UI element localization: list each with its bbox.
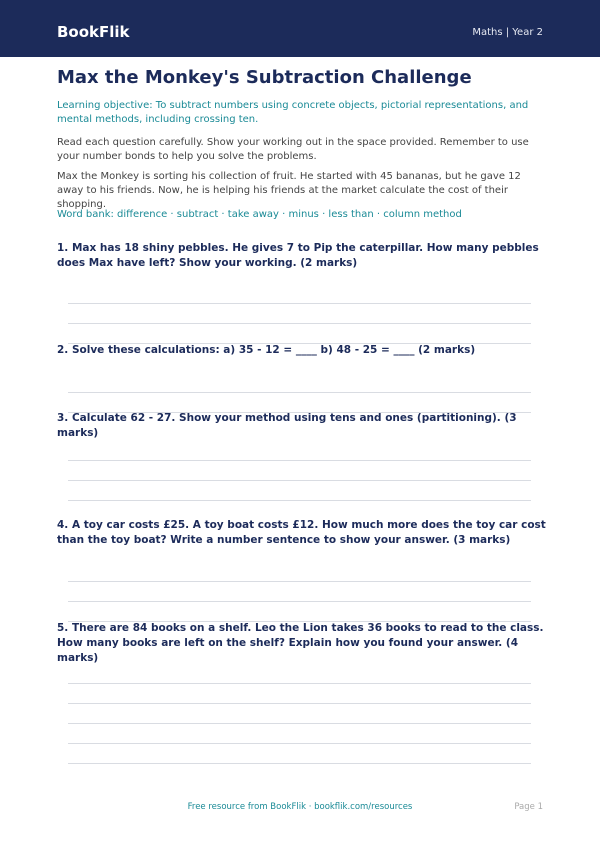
intro-text: Max the Monkey is sorting his collection of fruit. He started with 45 bananas, but he gave 12 away to his friends. Now, he is helping his friends at the market calculate the cost of their shopping.	[57, 171, 521, 210]
answer-line[interactable]	[68, 581, 531, 582]
word-bank: Word bank: difference · subtract · take away · minus · less than · column method	[57, 209, 462, 220]
question-2: 2. Solve these calculations: a) 35 - 12 = ____ b) 48 - 25 = ____ (2 marks)	[57, 344, 476, 356]
page-header	[0, 0, 600, 57]
page-number: Page 1	[514, 802, 543, 812]
answer-line[interactable]	[68, 303, 531, 304]
learning-objective: Learning objective: To subtract numbers using concrete objects, pictorial representations, and mental methods, including crossing ten.	[57, 100, 529, 125]
footer-credit[interactable]: Free resource from BookFlik · bookflik.com/resources	[187, 802, 413, 812]
answer-line[interactable]	[68, 480, 531, 481]
answer-line[interactable]	[68, 763, 531, 764]
subject-year-label: Maths | Year 2	[472, 27, 543, 38]
answer-line[interactable]	[68, 460, 531, 461]
answer-line[interactable]	[68, 683, 531, 684]
answer-line[interactable]	[68, 500, 531, 501]
answer-line[interactable]	[68, 392, 531, 393]
answer-line[interactable]	[68, 703, 531, 704]
answer-line[interactable]	[68, 601, 531, 602]
question-5: 5. There are 84 books on a shelf. Leo the Lion takes 36 books to read to the class. How many books are left on the shelf? Explain how you found your answer. (4 marks)	[57, 622, 544, 664]
answer-line[interactable]	[68, 723, 531, 724]
question-4: 4. A toy car costs £25. A toy boat costs £12. How much more does the toy car cost than the toy boat? Write a number sentence to show your answer. (3 marks)	[57, 519, 546, 546]
worksheet-title: Max the Monkey's Subtraction Challenge	[57, 67, 472, 88]
answer-line[interactable]	[68, 743, 531, 744]
answer-line[interactable]	[68, 323, 531, 324]
brand-logo[interactable]: BookFlik	[57, 23, 130, 41]
question-3: 3. Calculate 62 - 27. Show your method using tens and ones (partitioning). (3 marks)	[57, 412, 517, 439]
instructions-text: Read each question carefully. Show your working out in the space provided. Remember to use your number bonds to help you solve the problems.	[57, 137, 529, 162]
question-1: 1. Max has 18 shiny pebbles. He gives 7 to Pip the caterpillar. How many pebbles does Max have left? Show your working. (2 marks)	[57, 242, 539, 269]
